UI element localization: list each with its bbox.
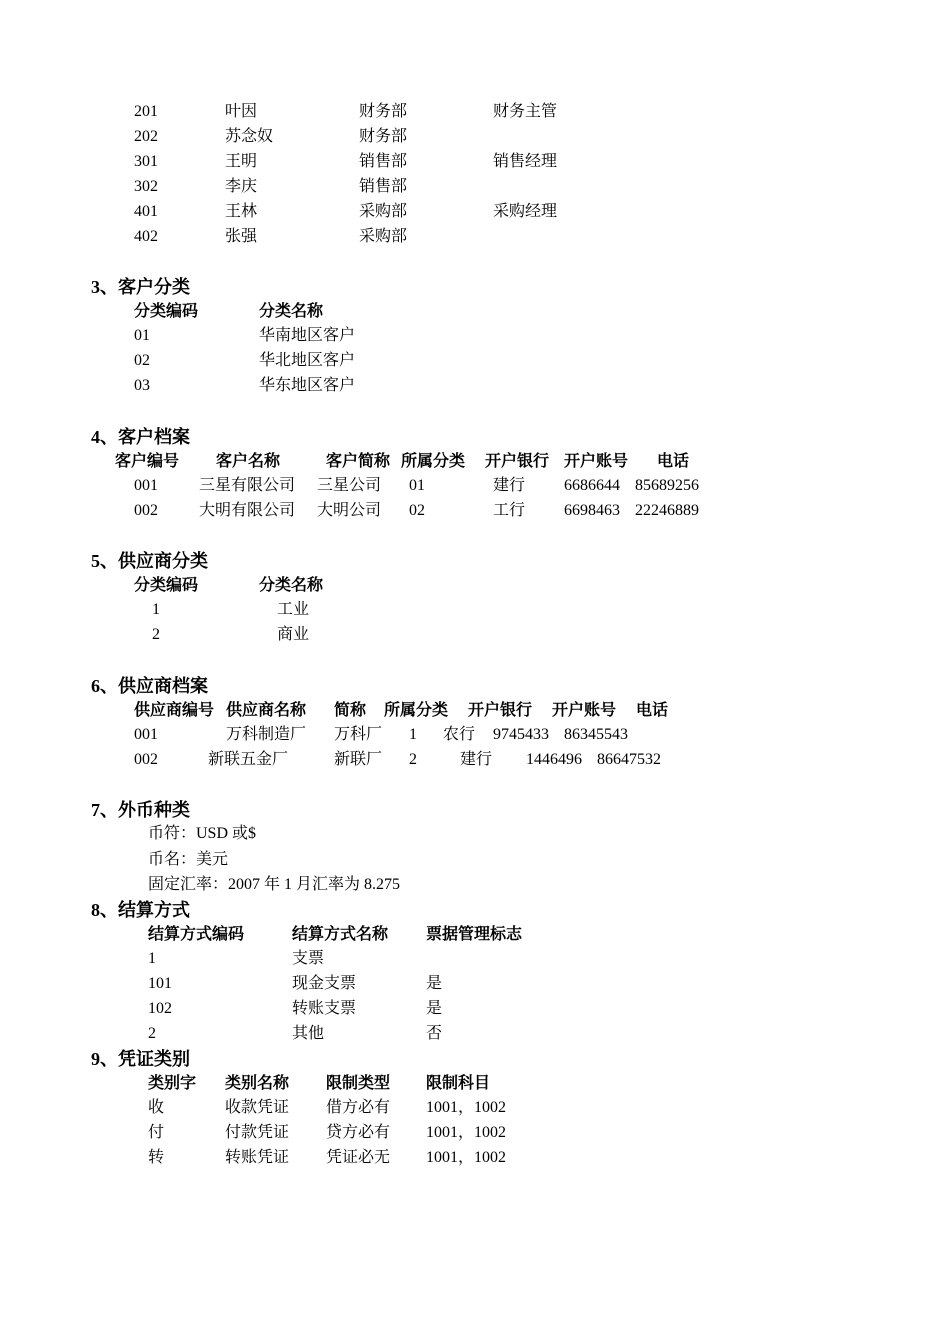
column-header: 结算方式名称 [292,926,389,943]
table-cell: 1446496 [526,751,582,768]
table-cell: 转 [148,1149,165,1166]
table-cell: 华东地区客户 [259,377,356,394]
table-cell: 002 [134,502,158,519]
column-header: 电话 [657,453,690,470]
table-cell: 1001，1002 [426,1124,507,1141]
table-cell: 建行 [493,477,526,494]
column-header: 客户简称 [326,453,391,470]
table-cell: 借方必有 [326,1099,391,1116]
table-cell: 新联五金厂 [208,751,289,768]
table-cell: 86345543 [564,726,628,743]
table-cell: 工行 [493,502,526,519]
employee-dept: 财务部 [359,103,408,120]
table-cell: 03 [134,377,150,394]
currency-symbol: 币符：USD 或$ [148,825,257,842]
section-heading: 3、客户分类 [91,277,190,297]
table-cell: 是 [426,975,443,992]
table-cell: 2 [409,751,417,768]
table-cell: 6698463 [564,502,620,519]
employee-name: 王林 [225,203,258,220]
table-cell: 付款凭证 [225,1124,290,1141]
employee-code: 401 [134,203,158,220]
column-header: 客户编号 [115,453,180,470]
employee-dept: 采购部 [359,228,408,245]
employee-dept: 采购部 [359,203,408,220]
table-cell: 002 [134,751,158,768]
column-header: 分类编码 [134,577,199,594]
table-cell: 9745433 [493,726,549,743]
column-header: 票据管理标志 [426,926,523,943]
table-cell: 102 [148,1000,172,1017]
table-cell: 85689256 [635,477,699,494]
table-cell: 凭证必无 [326,1149,391,1166]
table-cell: 6686644 [564,477,620,494]
table-cell: 大明有限公司 [199,502,296,519]
table-cell: 华北地区客户 [259,352,356,369]
employee-name: 苏念奴 [225,128,274,145]
table-cell: 1 [409,726,417,743]
table-cell: 转账支票 [292,1000,357,1017]
currency-name: 币名：美元 [148,851,229,868]
table-cell: 02 [409,502,425,519]
table-cell: 02 [134,352,150,369]
table-cell: 1001，1002 [426,1099,507,1116]
table-cell: 贷方必有 [326,1124,391,1141]
table-cell: 01 [409,477,425,494]
table-cell: 2 [148,1025,156,1042]
column-header: 简称 [334,702,367,719]
table-cell: 转账凭证 [225,1149,290,1166]
table-cell: 付 [148,1124,165,1141]
table-cell: 农行 [443,726,476,743]
table-cell: 1 [152,601,160,618]
table-cell: 万科厂 [334,726,383,743]
table-cell: 1 [148,950,156,967]
employee-title: 财务主管 [493,103,558,120]
employee-name: 王明 [225,153,258,170]
section-heading: 4、客户档案 [91,427,190,447]
table-cell: 101 [148,975,172,992]
section-heading: 9、凭证类别 [91,1049,190,1069]
column-header: 电话 [636,702,669,719]
column-header: 分类名称 [259,303,324,320]
column-header: 类别名称 [225,1075,290,1092]
employee-code: 301 [134,153,158,170]
table-cell: 华南地区客户 [259,327,356,344]
section-heading: 8、结算方式 [91,900,190,920]
table-cell: 其他 [292,1025,325,1042]
employee-dept: 销售部 [359,178,408,195]
table-cell: 2 [152,626,160,643]
column-header: 开户账号 [552,702,617,719]
column-header: 类别字 [148,1075,197,1092]
table-cell: 1001，1002 [426,1149,507,1166]
table-cell: 收款凭证 [225,1099,290,1116]
employee-name: 李庆 [225,178,258,195]
table-cell: 否 [426,1025,443,1042]
employee-title: 采购经理 [493,203,558,220]
table-cell: 收 [148,1099,165,1116]
table-cell: 001 [134,726,158,743]
table-cell: 现金支票 [292,975,357,992]
table-cell: 001 [134,477,158,494]
employee-dept: 财务部 [359,128,408,145]
column-header: 开户银行 [485,453,550,470]
employee-code: 201 [134,103,158,120]
employee-name: 张强 [225,228,258,245]
employee-title: 销售经理 [493,153,558,170]
exchange-rate: 固定汇率：2007 年 1 月汇率为 8.275 [148,876,401,893]
section-heading: 6、供应商档案 [91,676,208,696]
employee-code: 302 [134,178,158,195]
table-cell: 三星公司 [317,477,382,494]
table-cell: 三星有限公司 [199,477,296,494]
table-cell: 是 [426,1000,443,1017]
column-header: 限制类型 [326,1075,391,1092]
table-cell: 商业 [277,626,310,643]
column-header: 所属分类 [401,453,466,470]
employee-name: 叶因 [225,103,258,120]
employee-code: 402 [134,228,158,245]
table-cell: 支票 [292,950,325,967]
column-header: 限制科目 [426,1075,491,1092]
employee-code: 202 [134,128,158,145]
section-heading: 7、外币种类 [91,800,190,820]
column-header: 分类名称 [259,577,324,594]
column-header: 开户银行 [468,702,533,719]
column-header: 供应商名称 [226,702,307,719]
column-header: 分类编码 [134,303,199,320]
section-heading: 5、供应商分类 [91,551,208,571]
column-header: 供应商编号 [134,702,215,719]
column-header: 开户账号 [564,453,629,470]
table-cell: 大明公司 [317,502,382,519]
column-header: 结算方式编码 [148,926,245,943]
column-header: 所属分类 [384,702,449,719]
column-header: 客户名称 [216,453,281,470]
table-cell: 建行 [460,751,493,768]
table-cell: 86647532 [597,751,661,768]
table-cell: 22246889 [635,502,699,519]
table-cell: 万科制造厂 [226,726,307,743]
table-cell: 工业 [277,601,310,618]
table-cell: 01 [134,327,150,344]
table-cell: 新联厂 [334,751,383,768]
employee-dept: 销售部 [359,153,408,170]
